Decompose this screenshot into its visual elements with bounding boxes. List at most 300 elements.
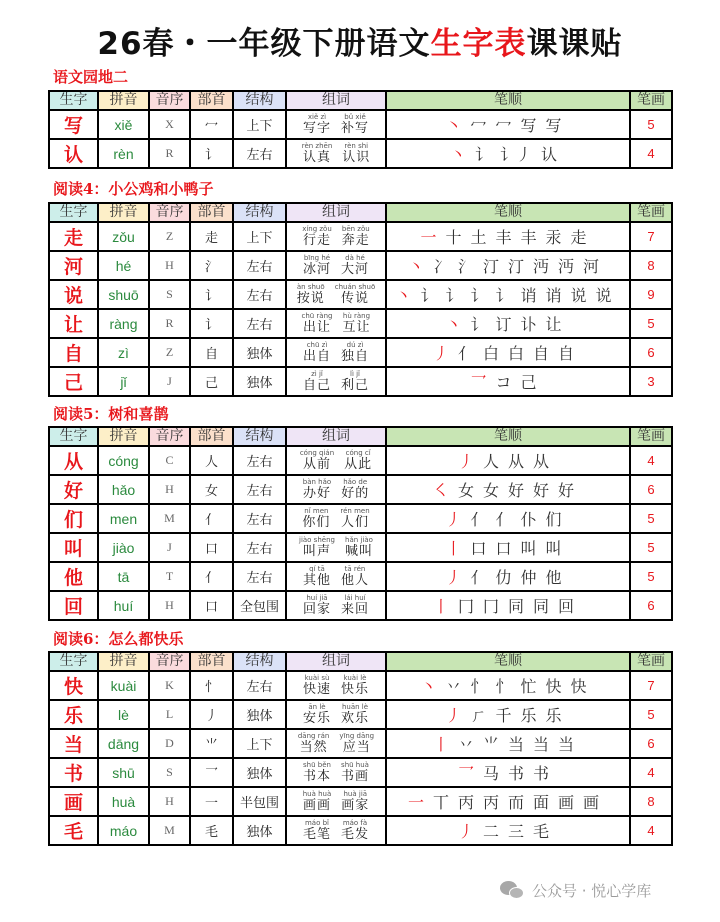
phonetic-order-cell: H <box>149 475 190 504</box>
stroke-step: 河 <box>583 257 600 276</box>
word-pinyin: bīng hé <box>303 254 331 262</box>
pinyin-cell: zǒu <box>98 222 149 251</box>
word-pinyin: yīng dāng <box>339 732 375 740</box>
character-cell: 毛 <box>49 816 98 845</box>
character-cell: 写 <box>49 110 98 139</box>
stroke-count-cell: 6 <box>630 591 672 620</box>
pinyin-cell: rèn <box>98 139 149 168</box>
stroke-step: 丶 <box>420 677 437 696</box>
stroke-order-cell <box>386 562 630 591</box>
table-row <box>49 816 672 845</box>
stroke-step: 丿 <box>457 452 474 471</box>
stroke-step: 沔 <box>558 257 575 276</box>
stroke-order-cell <box>386 367 630 396</box>
word-pinyin: máo fà <box>342 819 368 827</box>
stroke-step: 自 <box>533 344 550 363</box>
word-group-cell <box>286 446 386 475</box>
stroke-step: 沔 <box>533 257 550 276</box>
word-hanzi: 他人 <box>341 573 370 588</box>
word-pinyin: zì jǐ <box>311 370 323 378</box>
word-pinyin: chuán shuō <box>334 283 376 291</box>
word-group-cell <box>286 222 386 251</box>
stroke-count-cell: 4 <box>630 758 672 787</box>
character-cell: 乐 <box>49 700 98 729</box>
word-hanzi: 回家 <box>302 602 331 617</box>
stroke-count-cell: 7 <box>630 222 672 251</box>
word-item <box>298 732 329 755</box>
table-row <box>49 367 672 396</box>
column-header-radical: 部首 <box>190 91 233 110</box>
word-pinyin: kuài lè <box>343 674 367 682</box>
structure-cell: 左右 <box>233 280 286 309</box>
table-row <box>49 280 672 309</box>
phonetic-order-cell: J <box>149 367 190 396</box>
stroke-step: 丿 <box>457 822 474 841</box>
stroke-step: コ <box>495 373 512 392</box>
stroke-step: 丿 <box>432 344 449 363</box>
word-item <box>303 594 331 617</box>
word-group-cell <box>286 671 386 700</box>
stroke-step: 快 <box>570 677 587 696</box>
stroke-step: 书 <box>508 764 525 783</box>
stroke-step: 丰 <box>495 228 512 247</box>
column-header-words: 组词 <box>286 652 386 671</box>
character-cell: 认 <box>49 139 98 168</box>
pinyin-cell: shū <box>98 758 149 787</box>
stroke-step: 白 <box>508 344 525 363</box>
word-item <box>303 254 331 277</box>
stroke-step: 好 <box>558 481 575 500</box>
stroke-step: 当 <box>508 735 525 754</box>
stroke-step: 仆 <box>520 510 537 529</box>
column-header-strokes: 笔顺 <box>386 91 630 110</box>
radical-cell: 走 <box>190 222 233 251</box>
structure-cell: 上下 <box>233 110 286 139</box>
column-header-count: 笔画 <box>630 203 672 222</box>
character-cell: 走 <box>49 222 98 251</box>
word-pinyin: àn shuō <box>296 283 325 291</box>
word-pinyin: rèn zhēn <box>301 142 333 150</box>
stroke-step: 讠 <box>495 286 512 305</box>
stroke-order-cell <box>386 110 630 139</box>
column-header-strokes: 笔顺 <box>386 652 630 671</box>
phonetic-order-cell: R <box>149 309 190 338</box>
stroke-step: 马 <box>482 764 499 783</box>
structure-cell: 左右 <box>233 139 286 168</box>
radical-cell: 氵 <box>190 251 233 280</box>
column-header-radical: 部首 <box>190 652 233 671</box>
stroke-step: 冂 <box>457 597 474 616</box>
title-highlight: 生字表 <box>430 26 527 62</box>
stroke-count-cell: 6 <box>630 338 672 367</box>
word-pinyin: hǎo de <box>343 478 368 486</box>
table-row <box>49 446 672 475</box>
table-header-row <box>49 427 672 446</box>
stroke-step: 认 <box>541 145 558 164</box>
word-hanzi: 从此 <box>344 457 373 472</box>
stroke-count-cell: 8 <box>630 251 672 280</box>
word-item <box>341 674 369 697</box>
word-item <box>339 732 374 755</box>
stroke-step: 亻 <box>470 568 487 587</box>
phonetic-order-cell: Z <box>149 222 190 251</box>
column-header-count: 笔画 <box>630 652 672 671</box>
word-item <box>341 790 369 813</box>
stroke-count-cell: 5 <box>630 309 672 338</box>
word-group-cell <box>286 787 386 816</box>
stroke-step: ⺌ <box>482 735 499 754</box>
stroke-step: 讠 <box>470 286 487 305</box>
structure-cell: 左右 <box>233 533 286 562</box>
stroke-step: 土 <box>470 228 487 247</box>
word-item <box>341 113 369 136</box>
pinyin-cell: kuài <box>98 671 149 700</box>
stroke-step: 讠 <box>420 286 437 305</box>
stroke-order-cell <box>386 533 630 562</box>
stroke-step: 从 <box>508 452 525 471</box>
character-table <box>48 651 673 846</box>
character-cell: 自 <box>49 338 98 367</box>
stroke-step: 乐 <box>520 706 537 725</box>
stroke-count-cell: 4 <box>630 446 672 475</box>
character-cell: 们 <box>49 504 98 533</box>
stroke-order-cell <box>386 729 630 758</box>
word-item <box>301 312 332 335</box>
stroke-count-cell: 5 <box>630 562 672 591</box>
stroke-step: 丷 <box>457 735 474 754</box>
stroke-step: 丷 <box>445 677 462 696</box>
stroke-order-cell <box>386 787 630 816</box>
character-cell: 让 <box>49 309 98 338</box>
word-group-cell <box>286 591 386 620</box>
phonetic-order-cell: S <box>149 280 190 309</box>
pinyin-cell: jǐ <box>98 367 149 396</box>
character-table <box>48 426 673 621</box>
word-hanzi: 出自 <box>302 349 331 364</box>
stroke-step: 讠 <box>470 315 487 334</box>
structure-cell: 左右 <box>233 251 286 280</box>
structure-cell: 左右 <box>233 446 286 475</box>
word-group-cell <box>286 729 386 758</box>
column-header-words: 组词 <box>286 427 386 446</box>
structure-cell: 上下 <box>233 729 286 758</box>
stroke-step: 丰 <box>520 228 537 247</box>
word-item <box>342 142 370 165</box>
stroke-order-cell <box>386 338 630 367</box>
word-pinyin: xiě zì <box>307 113 327 121</box>
word-hanzi: 画家 <box>341 798 370 813</box>
word-pinyin: dāng rán <box>297 732 330 740</box>
column-header-words: 组词 <box>286 203 386 222</box>
phonetic-order-cell: S <box>149 758 190 787</box>
stroke-step: 面 <box>533 793 550 812</box>
word-group-cell <box>286 251 386 280</box>
word-group-cell <box>286 533 386 562</box>
stroke-step: 当 <box>558 735 575 754</box>
structure-cell: 左右 <box>233 309 286 338</box>
word-pinyin: huān lè <box>341 703 369 711</box>
phonetic-order-cell: X <box>149 110 190 139</box>
word-item <box>341 703 369 726</box>
stroke-step: 诮 <box>520 286 537 305</box>
word-pinyin: qí tā <box>309 565 325 573</box>
stroke-step: 乛 <box>457 764 474 783</box>
word-group-cell <box>286 504 386 533</box>
character-cell: 河 <box>49 251 98 280</box>
column-header-structure: 结构 <box>233 203 286 222</box>
word-pinyin: huà huà <box>302 790 332 798</box>
phonetic-order-cell: D <box>149 729 190 758</box>
stroke-order-cell <box>386 280 630 309</box>
structure-cell: 独体 <box>233 816 286 845</box>
stroke-step: 口 <box>495 539 512 558</box>
stroke-step: 女 <box>457 481 474 500</box>
structure-cell: 独体 <box>233 367 286 396</box>
word-item <box>303 341 331 364</box>
word-item <box>303 370 331 393</box>
word-hanzi: 出让 <box>302 320 331 335</box>
word-pinyin: cóng qián <box>299 449 335 457</box>
stroke-step: 氵 <box>457 257 474 276</box>
character-cell: 从 <box>49 446 98 475</box>
table-row <box>49 251 672 280</box>
stroke-step: 说 <box>595 286 612 305</box>
column-header-pinyin: 拼音 <box>98 427 149 446</box>
word-item <box>303 703 331 726</box>
table-row <box>49 338 672 367</box>
word-pinyin: hù ràng <box>342 312 371 320</box>
radical-cell: 毛 <box>190 816 233 845</box>
word-hanzi: 欢乐 <box>341 711 370 726</box>
stroke-step: 丿 <box>445 706 462 725</box>
stroke-count-cell: 6 <box>630 729 672 758</box>
radical-cell: 一 <box>190 787 233 816</box>
column-header-order: 音序 <box>149 427 190 446</box>
stroke-step: 乐 <box>545 706 562 725</box>
stroke-order-cell <box>386 446 630 475</box>
stroke-step: 讣 <box>520 315 537 334</box>
stroke-step: 自 <box>558 344 575 363</box>
word-hanzi: 快乐 <box>341 682 370 697</box>
stroke-step: 们 <box>545 510 562 529</box>
table-row <box>49 671 672 700</box>
stroke-order-cell <box>386 671 630 700</box>
word-group-cell <box>286 758 386 787</box>
pinyin-cell: huí <box>98 591 149 620</box>
stroke-step: 回 <box>558 597 575 616</box>
word-pinyin: dú zì <box>346 341 364 349</box>
word-hanzi: 毛发 <box>341 827 370 842</box>
stroke-order-cell <box>386 504 630 533</box>
pinyin-cell: lè <box>98 700 149 729</box>
word-hanzi: 冰河 <box>302 262 331 277</box>
stroke-step: 冖 <box>470 116 487 135</box>
stroke-step: 画 <box>558 793 575 812</box>
word-item <box>341 478 369 501</box>
stroke-step: 当 <box>533 735 550 754</box>
stroke-step: 丶 <box>407 257 424 276</box>
word-item <box>303 113 331 136</box>
stroke-step: 丨 <box>445 539 462 558</box>
stroke-step: 三 <box>508 822 525 841</box>
radical-cell: 忄 <box>190 671 233 700</box>
stroke-step: ㇛ <box>432 481 449 500</box>
stroke-step: 书 <box>533 764 550 783</box>
phonetic-order-cell: C <box>149 446 190 475</box>
radical-cell: 口 <box>190 591 233 620</box>
word-pinyin: hǎn jiào <box>345 536 373 544</box>
pinyin-cell: cóng <box>98 446 149 475</box>
radical-cell: 自 <box>190 338 233 367</box>
word-hanzi: 行走 <box>302 233 331 248</box>
word-hanzi: 快速 <box>302 682 331 697</box>
stroke-step: 丅 <box>432 793 449 812</box>
word-hanzi: 传说 <box>341 291 370 306</box>
stroke-order-cell <box>386 475 630 504</box>
character-cell: 快 <box>49 671 98 700</box>
stroke-step: 写 <box>545 116 562 135</box>
column-header-char: 生字 <box>49 91 98 110</box>
pinyin-cell: zì <box>98 338 149 367</box>
stroke-step: 白 <box>482 344 499 363</box>
stroke-step: 仲 <box>520 568 537 587</box>
phonetic-order-cell: Z <box>149 338 190 367</box>
stroke-order-cell <box>386 309 630 338</box>
radical-cell: 冖 <box>190 110 233 139</box>
word-group-cell <box>286 367 386 396</box>
stroke-step: 口 <box>470 539 487 558</box>
table-row <box>49 562 672 591</box>
pinyin-cell: huà <box>98 787 149 816</box>
character-cell: 己 <box>49 367 98 396</box>
stroke-step: 忄 <box>495 677 512 696</box>
word-hanzi: 认识 <box>342 150 371 165</box>
table-row <box>49 533 672 562</box>
character-cell: 叫 <box>49 533 98 562</box>
column-header-char: 生字 <box>49 203 98 222</box>
word-item <box>335 283 375 306</box>
table-row <box>49 787 672 816</box>
table-row <box>49 475 672 504</box>
column-header-words: 组词 <box>286 91 386 110</box>
stroke-step: 订 <box>495 315 512 334</box>
word-hanzi: 从前 <box>302 457 331 472</box>
stroke-step: 丨 <box>432 735 449 754</box>
structure-cell: 左右 <box>233 562 286 591</box>
word-item <box>342 312 370 335</box>
word-item <box>303 478 331 501</box>
stroke-step: 忙 <box>520 677 537 696</box>
stroke-step: 丶 <box>445 315 462 334</box>
stroke-step: 汀 <box>508 257 525 276</box>
word-pinyin: shū běn <box>303 761 331 769</box>
stroke-step: 千 <box>495 706 512 725</box>
table-row <box>49 504 672 533</box>
stroke-count-cell: 3 <box>630 367 672 396</box>
stroke-step: 快 <box>545 677 562 696</box>
pinyin-cell: xiě <box>98 110 149 139</box>
word-pinyin: jiào shēng <box>299 536 335 544</box>
phonetic-order-cell: J <box>149 533 190 562</box>
word-hanzi: 书本 <box>302 769 331 784</box>
stroke-step: ㇔ <box>445 116 462 135</box>
word-hanzi: 利己 <box>341 378 370 393</box>
stroke-step: 丨 <box>432 597 449 616</box>
column-header-radical: 部首 <box>190 203 233 222</box>
pinyin-cell: tā <box>98 562 149 591</box>
stroke-step: 亻 <box>457 344 474 363</box>
stroke-count-cell: 7 <box>630 671 672 700</box>
column-header-pinyin: 拼音 <box>98 203 149 222</box>
stroke-step: 说 <box>570 286 587 305</box>
pinyin-cell: hé <box>98 251 149 280</box>
stroke-step: 丙 <box>482 793 499 812</box>
stroke-step: 讠丿 <box>500 145 533 164</box>
word-pinyin: ān lè <box>308 703 326 711</box>
phonetic-order-cell: T <box>149 562 190 591</box>
word-group-cell <box>286 700 386 729</box>
word-item <box>341 761 369 784</box>
title-suffix: 课课贴 <box>526 26 623 62</box>
stroke-step: 而 <box>508 793 525 812</box>
word-hanzi: 你们 <box>302 515 331 530</box>
word-item <box>303 790 332 813</box>
word-hanzi: 办好 <box>302 486 331 501</box>
phonetic-order-cell: H <box>149 251 190 280</box>
radical-cell: ⺌ <box>190 729 233 758</box>
radical-cell: 亻 <box>190 562 233 591</box>
word-hanzi: 独自 <box>341 349 370 364</box>
table-row <box>49 758 672 787</box>
phonetic-order-cell: H <box>149 787 190 816</box>
wechat-icon <box>500 881 526 901</box>
table-header-row <box>49 91 672 110</box>
stroke-step: 丙 <box>457 793 474 812</box>
radical-cell: 己 <box>190 367 233 396</box>
pinyin-cell: men <box>98 504 149 533</box>
stroke-step: 叫 <box>545 539 562 558</box>
word-pinyin: huí jiā <box>306 594 328 602</box>
word-group-cell <box>286 110 386 139</box>
table-header-row <box>49 203 672 222</box>
stroke-step: 汀 <box>482 257 499 276</box>
structure-cell: 上下 <box>233 222 286 251</box>
word-pinyin: chū zì <box>306 341 328 349</box>
stroke-count-cell: 6 <box>630 475 672 504</box>
stroke-count-cell: 9 <box>630 280 672 309</box>
word-pinyin: bēn zǒu <box>341 225 370 233</box>
stroke-step: 毛 <box>533 822 550 841</box>
structure-cell: 左右 <box>233 475 286 504</box>
column-header-pinyin: 拼音 <box>98 91 149 110</box>
stroke-count-cell: 5 <box>630 110 672 139</box>
column-header-pinyin: 拼音 <box>98 652 149 671</box>
word-pinyin: chū ràng <box>301 312 333 320</box>
word-hanzi: 喊叫 <box>344 544 373 559</box>
radical-cell: 人 <box>190 446 233 475</box>
column-header-count: 笔画 <box>630 91 672 110</box>
title-prefix: 26春・一年级下册语文 <box>97 26 431 62</box>
word-pinyin: máo bǐ <box>304 819 329 827</box>
word-hanzi: 毛笔 <box>302 827 331 842</box>
column-header-radical: 部首 <box>190 427 233 446</box>
word-item <box>302 142 333 165</box>
table-row <box>49 309 672 338</box>
word-pinyin: huà jiā <box>343 790 368 798</box>
column-header-strokes: 笔顺 <box>386 203 630 222</box>
stroke-step: 写 <box>520 116 537 135</box>
stroke-step: 乛 <box>470 373 487 392</box>
